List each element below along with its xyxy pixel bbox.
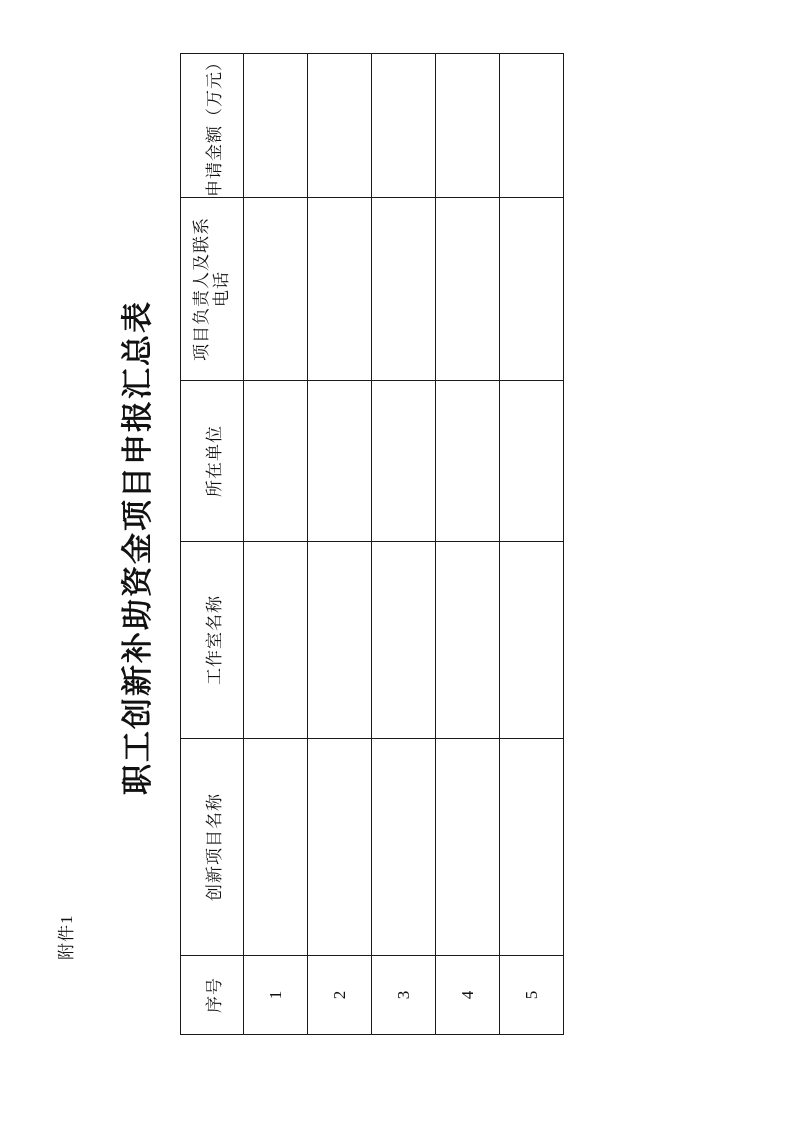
cell-unit[interactable] — [244, 381, 308, 542]
column-header-project-name: 创新项目名称 — [181, 739, 244, 956]
cell-seq: 4 — [436, 956, 500, 1035]
column-header-studio-name: 工作室名称 — [181, 542, 244, 739]
table-body — [244, 54, 564, 1035]
cell-seq: 2 — [308, 956, 372, 1035]
cell-studio-name[interactable] — [436, 542, 500, 739]
cell-unit[interactable] — [372, 381, 436, 542]
table-row — [436, 54, 500, 1035]
table-row — [500, 54, 564, 1035]
cell-leader-contact[interactable] — [308, 198, 372, 381]
cell-leader-contact[interactable] — [244, 198, 308, 381]
table-header — [181, 54, 244, 1035]
column-header-leader-contact-line2: 电话 — [212, 271, 231, 307]
cell-project-name[interactable] — [372, 739, 436, 956]
column-header-seq: 序号 — [181, 956, 244, 1035]
cell-seq: 1 — [244, 956, 308, 1035]
cell-project-name[interactable] — [308, 739, 372, 956]
cell-project-name[interactable] — [500, 739, 564, 956]
column-header-amount: 申请金额（万元） — [181, 54, 244, 198]
table-row — [372, 54, 436, 1035]
cell-leader-contact[interactable] — [500, 198, 564, 381]
cell-leader-contact[interactable] — [372, 198, 436, 381]
cell-unit[interactable] — [308, 381, 372, 542]
cell-amount[interactable] — [500, 54, 564, 198]
cell-leader-contact[interactable] — [436, 198, 500, 381]
cell-studio-name[interactable] — [500, 542, 564, 739]
attachment-label: 附件1 — [57, 914, 76, 960]
table-row — [308, 54, 372, 1035]
rotated-content-block — [112, 53, 592, 1035]
cell-seq: 3 — [372, 956, 436, 1035]
cell-amount[interactable] — [436, 54, 500, 198]
cell-amount[interactable] — [308, 54, 372, 198]
project-summary-table — [180, 53, 564, 1035]
cell-studio-name[interactable] — [372, 542, 436, 739]
cell-unit[interactable] — [500, 381, 564, 542]
cell-amount[interactable] — [244, 54, 308, 198]
column-header-leader-contact-line1: 项目负责人及联系 — [192, 217, 212, 361]
column-header-leader-contact — [181, 198, 244, 381]
cell-amount[interactable] — [372, 54, 436, 198]
cell-unit[interactable] — [436, 381, 500, 542]
cell-seq: 5 — [500, 956, 564, 1035]
table-row — [244, 54, 308, 1035]
cell-studio-name[interactable] — [244, 542, 308, 739]
page-title: 职工创新补助资金项目申报汇总表 — [120, 300, 155, 795]
table-header-row — [181, 54, 244, 1035]
cell-project-name[interactable] — [244, 739, 308, 956]
cell-project-name[interactable] — [436, 739, 500, 956]
column-header-unit: 所在单位 — [181, 381, 244, 542]
cell-studio-name[interactable] — [308, 542, 372, 739]
